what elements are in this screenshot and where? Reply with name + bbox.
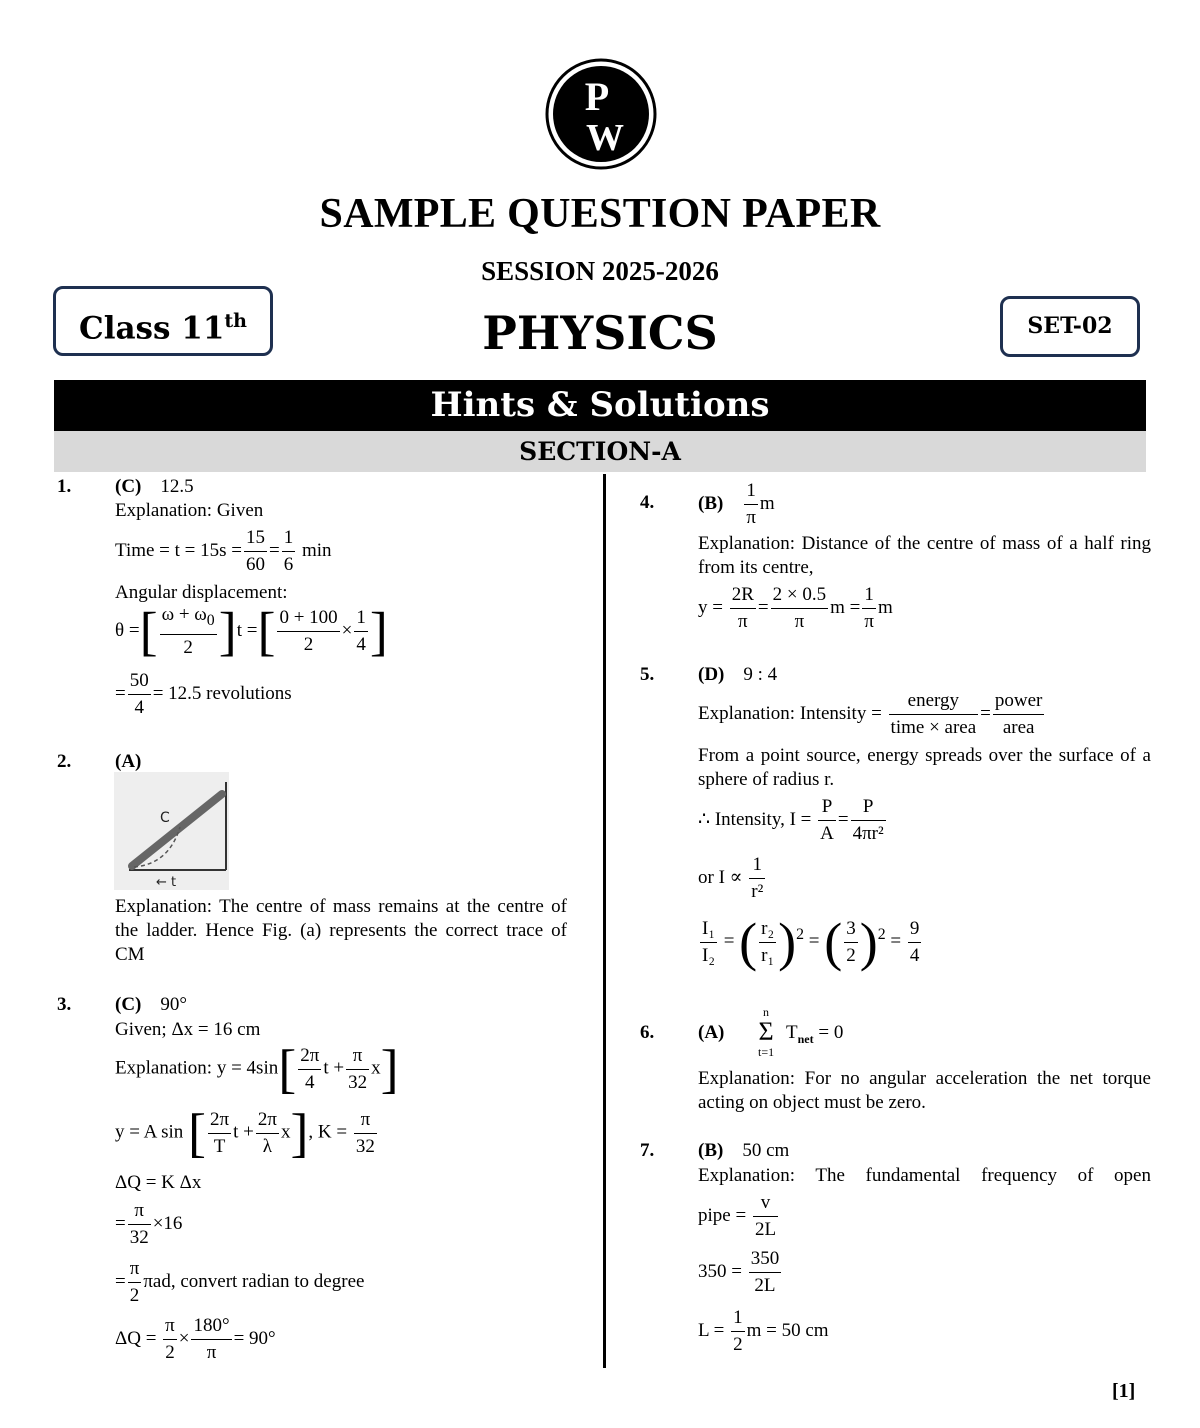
- q7-option: (B): [698, 1140, 724, 1161]
- session-label: SESSION 2025-2026: [481, 256, 719, 286]
- q1-bracket2-open: [: [257, 601, 276, 662]
- q3-plus2: t +: [233, 1121, 254, 1143]
- q5-i1n: I₁: [700, 916, 717, 943]
- q5-r2n: 3: [844, 916, 858, 943]
- q5-p2c: ): [859, 912, 878, 972]
- q1-bfrac: [354, 605, 368, 658]
- q5-j1: [908, 916, 922, 969]
- q1-time-eq: [115, 525, 332, 578]
- q3-e4d: π: [206, 1342, 217, 1363]
- q3-q1n: 2π: [208, 1107, 231, 1134]
- q3-x: x: [371, 1057, 381, 1079]
- q2-number: 2.: [57, 751, 72, 772]
- q7-answer-line: [698, 1140, 789, 1162]
- q3-number: 3.: [57, 994, 72, 1015]
- q1-an: 0 + 100: [277, 605, 339, 632]
- q3-e3r: = 90°: [233, 1327, 276, 1349]
- q6-sum-bot: t=1: [758, 1045, 775, 1059]
- q5-eq2: [698, 794, 888, 847]
- q5-answer-line: [698, 664, 777, 686]
- q1-bd: 4: [356, 633, 366, 655]
- q5-exp: Explanation: Intensity =: [698, 702, 882, 724]
- q4-y: y =: [698, 596, 723, 618]
- q4-answer-line: [698, 478, 775, 531]
- q1-wn: ω + ω: [161, 604, 207, 625]
- q3-br2c: ]: [290, 1103, 309, 1163]
- q7-f3: [731, 1305, 745, 1358]
- section-heading: SECTION-A: [54, 431, 1146, 472]
- q3-e2n: π: [128, 1256, 142, 1283]
- q5-r2d: 2: [846, 944, 856, 966]
- q7-number: 7.: [640, 1140, 655, 1161]
- q3-p2n: π: [346, 1043, 369, 1070]
- q1-explanation: Explanation: Given: [115, 500, 264, 521]
- q4-f1n: 2R: [730, 582, 756, 609]
- q4-f3d: π: [864, 611, 874, 632]
- q5-g2n: P: [851, 794, 886, 821]
- q4-number: 4.: [640, 492, 655, 513]
- q3-dq2: ΔQ =: [115, 1327, 157, 1349]
- q1-teq: t =: [236, 619, 258, 641]
- q3-e1r: ×16: [152, 1212, 183, 1234]
- q1-bracket-close: ]: [218, 601, 237, 662]
- q1-wfrac: [160, 602, 217, 661]
- q6-explanation: Explanation: For no angular acceleration the net torque acting on object must be zero.: [698, 1068, 1151, 1113]
- logo-letter-p: P: [584, 74, 610, 119]
- q1-theta-eq: [115, 602, 388, 661]
- q3-q1: [208, 1107, 231, 1160]
- q1-wsub: 0: [206, 611, 215, 629]
- q3-e3m: ×: [178, 1327, 190, 1349]
- q6-sum-top: n: [763, 1005, 770, 1019]
- q1-ad: 2: [303, 633, 314, 655]
- q3-p2: [346, 1043, 369, 1096]
- q5-p1c: ): [778, 912, 797, 972]
- column-divider: [603, 474, 606, 1368]
- q4-f2d: π: [794, 611, 805, 632]
- q1-wn-wrap: [160, 602, 217, 635]
- q7-eq2: [698, 1246, 783, 1299]
- q7-f2d: 2L: [754, 1275, 776, 1296]
- q5-eq2s: =: [837, 808, 849, 830]
- q3-eq2: [115, 1103, 379, 1163]
- q1-option: (C): [115, 476, 142, 497]
- q6-eq: [786, 1022, 843, 1047]
- q5-sq1: 2: [796, 926, 805, 944]
- q7-answer: 50 cm: [742, 1140, 790, 1161]
- q6-sum-sign: Σ: [758, 1017, 774, 1046]
- q3-q2: [256, 1107, 279, 1160]
- q4-f2: [771, 582, 828, 635]
- q5-g1d: A: [820, 823, 834, 844]
- q3-e1d: 32: [129, 1227, 149, 1248]
- q3-eq3: [115, 1198, 182, 1251]
- q5-i1d: I₂: [702, 944, 715, 966]
- q5-option: (D): [698, 664, 725, 685]
- q5-sq2: 2: [877, 926, 886, 944]
- q7-eq1: [698, 1190, 780, 1243]
- q3-p1: [298, 1043, 321, 1096]
- q4-ad: π: [746, 507, 756, 528]
- q1-unit: min: [301, 539, 332, 561]
- q4-explanation: Explanation: Distance of the centre of mass of a half ring from its centre,: [698, 533, 1151, 578]
- q1-bracket2-close: ]: [369, 601, 388, 662]
- q5-prop: or I ∝: [698, 866, 743, 888]
- q6-tsub: net: [797, 1031, 814, 1046]
- q1-angular: Angular displacement:: [115, 582, 288, 603]
- q5-r1n: r₂: [759, 916, 776, 943]
- subject-label: PHYSICS: [482, 306, 718, 360]
- q1-bn: 1: [354, 605, 368, 632]
- class-superscript: th: [224, 310, 247, 332]
- q5-int: ∴ Intensity, I =: [698, 808, 812, 830]
- q5-para: From a point source, energy spreads over the surface of a sphere of radius r.: [698, 745, 1151, 790]
- q6-t: T: [786, 1022, 798, 1043]
- q5-answer: 9 : 4: [743, 664, 778, 685]
- q4-an: 1: [744, 478, 758, 505]
- q3-eq1: [115, 1039, 399, 1099]
- q7-f1: [753, 1190, 778, 1243]
- q3-p1n: 2π: [298, 1043, 321, 1070]
- q3-eq4: [115, 1256, 364, 1309]
- q1-theta: θ =: [115, 619, 140, 641]
- q1-f2d: 6: [283, 554, 294, 575]
- q3-q2n: 2π: [256, 1107, 279, 1134]
- q4-f3: [862, 582, 876, 635]
- q5-f2d: area: [1002, 717, 1035, 738]
- q1-time-lhs: Time = t = 15s =: [115, 539, 242, 561]
- q3-q1d: T: [213, 1135, 226, 1157]
- q1-result: [115, 668, 292, 721]
- q4-eq: [698, 582, 893, 635]
- q4-au: m: [759, 492, 775, 514]
- q5-f1d: time × area: [890, 717, 977, 738]
- q3-e2d: 2: [129, 1285, 140, 1306]
- q3-q2d: λ: [262, 1135, 272, 1157]
- q3-e4: [191, 1313, 231, 1366]
- q1-rn: 50: [128, 668, 151, 695]
- q7-f2n: 350: [749, 1246, 782, 1273]
- set-badge: SET-02: [1000, 296, 1140, 357]
- q3-e3n: π: [163, 1313, 177, 1340]
- q2-option: (A): [115, 751, 142, 772]
- q5-g2: [851, 794, 886, 847]
- q3-given: Given; Δx = 16 cm: [115, 1019, 261, 1040]
- q6-eq0: = 0: [818, 1022, 844, 1043]
- q5-f1: [889, 688, 979, 741]
- q4-f1: [730, 582, 756, 635]
- q1-res: = 12.5 revolutions: [152, 682, 292, 704]
- q3-kn: π: [354, 1107, 377, 1134]
- q3-br1o: [: [278, 1039, 297, 1099]
- q5-f2: [993, 688, 1044, 741]
- q3-kd: 32: [355, 1135, 375, 1157]
- q3-e2: [128, 1256, 142, 1309]
- q3-e3: [163, 1313, 177, 1366]
- q1-wd: 2: [183, 636, 193, 658]
- page-title: SAMPLE QUESTION PAPER: [319, 191, 881, 237]
- pw-logo: [545, 58, 657, 170]
- q3-e3d: 2: [165, 1342, 175, 1363]
- q1-afrac: [277, 605, 339, 658]
- ladder-label-t: ← t: [156, 875, 177, 890]
- q4-f3n: 1: [862, 582, 876, 609]
- q5-p2o: (: [824, 912, 843, 972]
- q3-y2: y = A sin: [115, 1121, 184, 1143]
- q1-answer-line: [115, 476, 194, 498]
- q3-y1: y = 4sin: [216, 1057, 279, 1079]
- q7-f1d: 2L: [754, 1219, 777, 1240]
- q1-bracket-open: [: [139, 601, 158, 662]
- q1-frac1: [244, 525, 267, 578]
- q5-g2d: 4πr²: [852, 823, 884, 844]
- q7-pipe: pipe =: [698, 1204, 747, 1226]
- q7-eq3: [698, 1305, 829, 1358]
- class-label: Class 11: [79, 310, 225, 347]
- q3-p2d: 32: [348, 1071, 368, 1093]
- q3-exp: Explanation:: [115, 1057, 213, 1079]
- q4-m2: m: [877, 596, 893, 618]
- ladder-label-c: C: [160, 810, 170, 826]
- q3-e1n: π: [128, 1198, 151, 1225]
- q1-eq: =: [269, 539, 280, 561]
- q7-f1n: v: [753, 1190, 778, 1217]
- q7-val: 350 =: [698, 1260, 742, 1282]
- q5-j1d: 4: [909, 944, 920, 966]
- q3-answer: 90°: [160, 994, 187, 1015]
- hints-banner: Hints & Solutions: [54, 380, 1146, 431]
- q7-f2: [749, 1246, 782, 1299]
- q4-afrac: [744, 478, 758, 531]
- q3-e4n: 180°: [191, 1313, 231, 1340]
- q3-e2r: πad, convert radian to degree: [143, 1270, 365, 1292]
- q4-f1d: π: [738, 611, 748, 632]
- q1-f1d: 60: [246, 554, 265, 575]
- q4-m: m =: [830, 596, 861, 618]
- q3-plus: t +: [323, 1057, 345, 1079]
- q5-number: 5.: [640, 664, 655, 685]
- q7-l: L =: [698, 1319, 725, 1341]
- q5-h1: [749, 852, 765, 905]
- q7-explanation: Explanation: The fundamental frequency of open: [698, 1165, 1151, 1186]
- q1-res-eq: =: [115, 682, 126, 704]
- q7-f3n: 1: [731, 1305, 745, 1332]
- q6-option: (A): [698, 1022, 725, 1043]
- q5-f1n: energy: [889, 688, 979, 715]
- q5-h1n: 1: [749, 852, 765, 879]
- q1-f2n: 1: [282, 525, 296, 552]
- q3-eq2s: =: [115, 1270, 126, 1292]
- q5-eqs: =: [980, 702, 991, 724]
- q1-f1n: 15: [244, 525, 267, 552]
- q1-times: ×: [341, 619, 353, 641]
- q5-ratio: $\frac{\text{I₁}}{\text{I₂}}$ = ( $\frac{\text{r₂}}{\text{r₁}}$ )$^2$ = ( $\frac{3}{2}$ )$^2$ = $\frac{9}{4}$: [702, 912, 920, 972]
- q1-rfrac: [128, 668, 151, 721]
- q4-eqs: =: [757, 596, 769, 618]
- logo-letter-w: W: [586, 117, 624, 159]
- q5-g1n: P: [818, 794, 836, 821]
- q2-explanation: Explanation: The centre of mass remains at the centre of the ladder. Hence Fig. (a) represents the correct trace of CM: [115, 896, 567, 965]
- q1-answer: 12.5: [160, 476, 194, 497]
- q3-kfrac: [354, 1107, 377, 1160]
- page-number: [1]: [1112, 1380, 1136, 1402]
- class-badge: [53, 286, 273, 356]
- q5-j1n: 9: [908, 916, 922, 943]
- q5-p1o: (: [739, 912, 758, 972]
- q5-f2n: power: [993, 688, 1044, 715]
- q3-br1c: ]: [380, 1039, 399, 1099]
- q6-number: 6.: [640, 1022, 655, 1043]
- q3-answer-line: [115, 994, 187, 1016]
- q4-option: (B): [698, 492, 724, 514]
- q1-frac2: [282, 525, 296, 578]
- q3-option: (C): [115, 994, 142, 1015]
- q5-r2: [844, 916, 858, 969]
- q5-h1d: r²: [751, 881, 764, 902]
- q3-e1: [128, 1198, 151, 1251]
- q4-f2n: 2 × 0.5: [771, 582, 828, 609]
- ladder-figure: [114, 772, 229, 890]
- q3-k: , K =: [308, 1121, 348, 1143]
- q3-eq5: [115, 1313, 276, 1366]
- q5-g1: [818, 794, 836, 847]
- q5-r1: [759, 916, 776, 969]
- q5-r1d: r₁: [761, 944, 775, 966]
- q5-eq3: [698, 852, 767, 905]
- q3-x2: x: [280, 1121, 291, 1143]
- q1-rd: 4: [134, 697, 144, 718]
- q3-p1d: 4: [305, 1071, 315, 1093]
- q7-f3d: 2: [733, 1334, 743, 1355]
- q3-eq1s: =: [115, 1212, 126, 1234]
- q3-dq: ΔQ = K Δx: [115, 1172, 202, 1193]
- q3-br2o: [: [188, 1103, 206, 1163]
- q5-eq1: [698, 688, 1046, 741]
- q7-lr: m = 50 cm: [746, 1319, 829, 1341]
- q5-i1: [700, 916, 717, 969]
- q6-sum: [758, 1005, 774, 1059]
- q1-number: 1.: [57, 476, 72, 497]
